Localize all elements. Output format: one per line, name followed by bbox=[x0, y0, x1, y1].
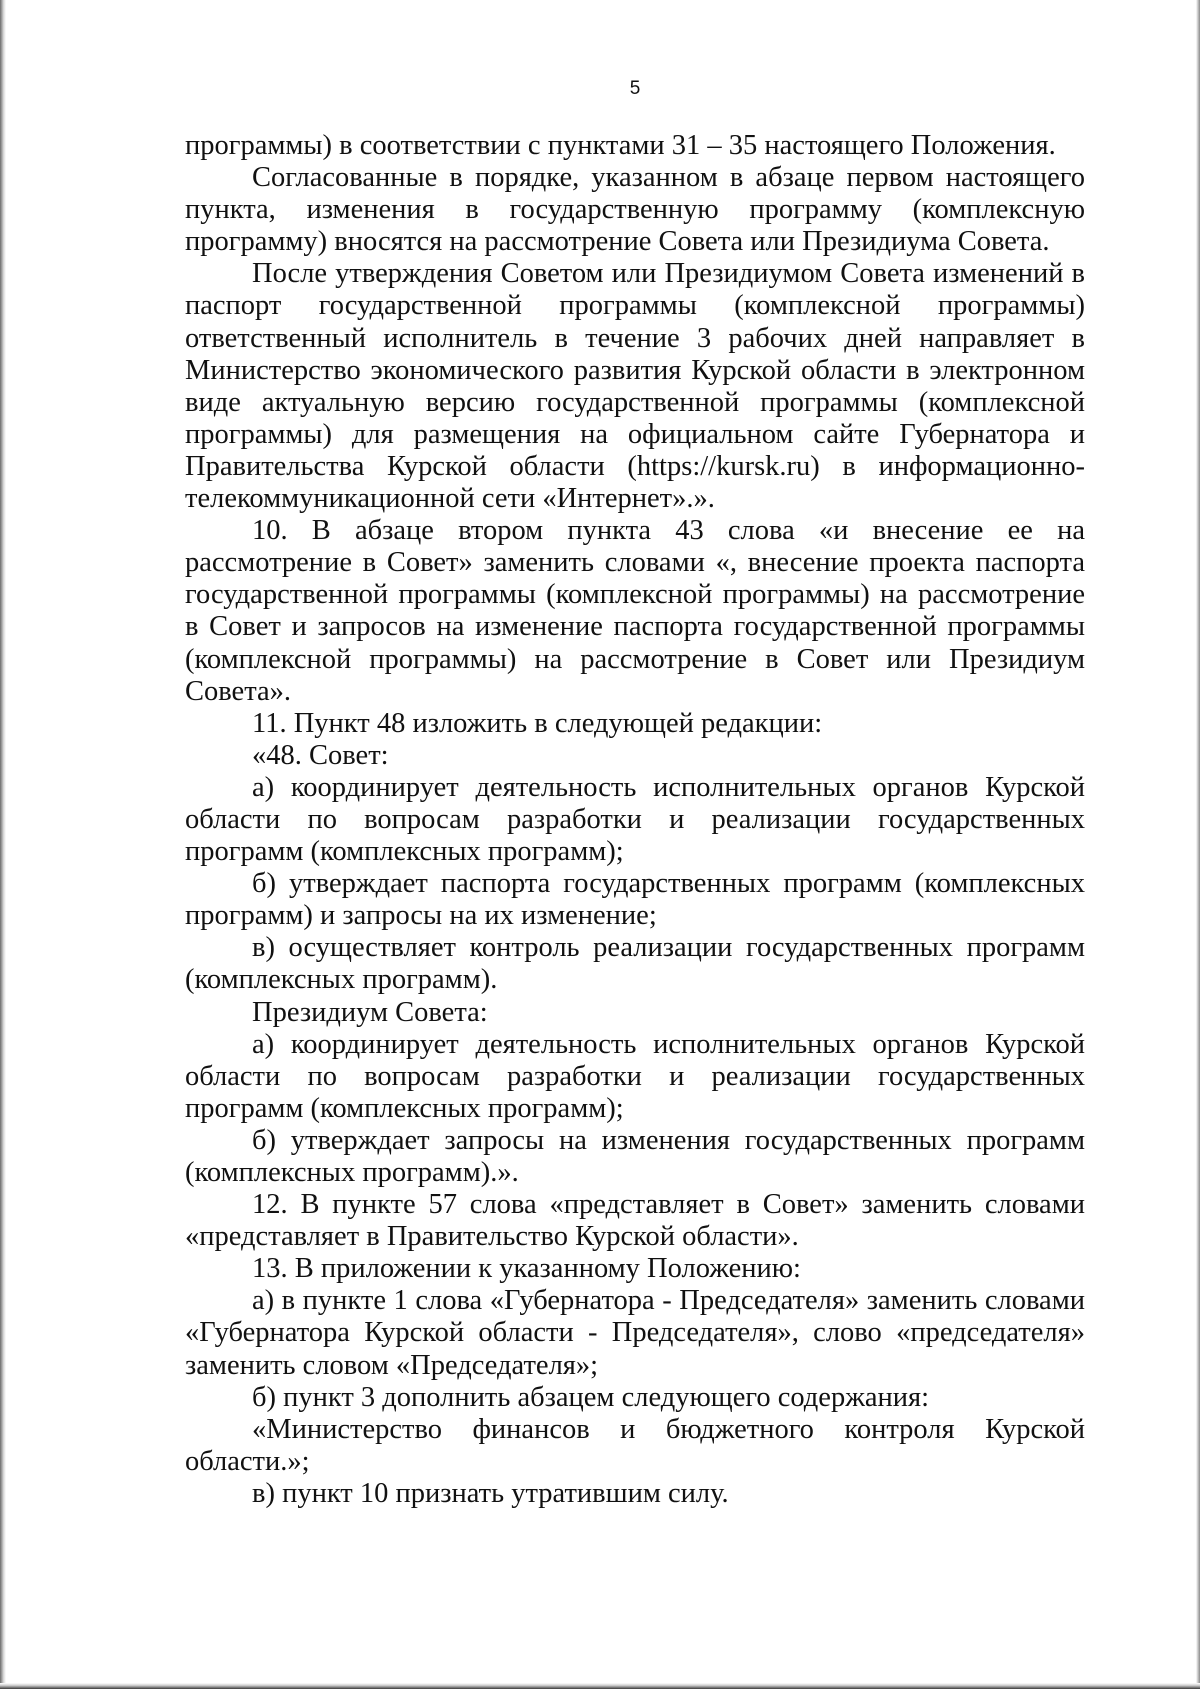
scan-edge-left bbox=[0, 0, 6, 1689]
scan-edge-bottom bbox=[0, 1683, 1200, 1689]
paragraph-subitem-v: в) осуществляет контроль реализации государственных программ (комплексных программ). bbox=[185, 932, 1085, 996]
paragraph-item-10: 10. В абзаце втором пункта 43 слова «и внесение ее на рассмотрение в Совет» заменить словами «, внесение проекта паспорта государственной программы (комплексной программы) на рассмотрение в Совет и запросов на изменение паспорта государственной программы (комплексной программы) на рассмотрение в Совет или Президиум Совета». bbox=[185, 515, 1085, 707]
paragraph-item-11: 11. Пункт 48 изложить в следующей редакции: bbox=[252, 707, 823, 739]
paragraph-item-13: 13. В приложении к указанному Положению: bbox=[252, 1253, 801, 1285]
paragraph-subitem-a: а) координирует деятельность исполнительных органов Курской области по вопросам разработки и реализации государственных программ (комплексных программ); bbox=[185, 1028, 1085, 1124]
document-body bbox=[185, 130, 1085, 1510]
paragraph-quoted-48: «48. Совет: bbox=[252, 739, 389, 771]
paragraph-subitem-v: в) пункт 10 признать утратившим силу. bbox=[252, 1477, 729, 1509]
scan-edge-right bbox=[1196, 0, 1200, 1689]
paragraph-subitem-b: б) утверждает паспорта государственных программ (комплексных программ) и запросы на их изменение; bbox=[185, 868, 1085, 932]
paragraph: Согласованные в порядке, указанном в абзаце первом настоящего пункта, изменения в государственную программу (комплексную программу) вносятся на рассмотрение Совета или Президиума Совета. bbox=[185, 162, 1085, 258]
paragraph-subitem-b: б) утверждает запросы на изменения государственных программ (комплексных программ).». bbox=[185, 1124, 1085, 1188]
paragraph-subitem-b: б) пункт 3 дополнить абзацем следующего содержания: bbox=[252, 1381, 930, 1413]
paragraph: После утверждения Советом или Президиумом Совета изменений в паспорт государственной программы (комплексной программы) ответственный исполнитель в течение 3 рабочих дней направляет в Министерство экономического развития Курской области в электронном виде актуальную версию государственной программы (комплексной программы) для размещения на официальном сайте Губернатора и Правительства Курской области (https://kursk.ru) в информационно-телекоммуникационной сети «Интернет».». bbox=[185, 258, 1085, 515]
paragraph-presidium-heading: Президиум Совета: bbox=[252, 996, 488, 1028]
paragraph-subitem-a: а) координирует деятельность исполнительных органов Курской области по вопросам разработки и реализации государственных программ (комплексных программ); bbox=[185, 771, 1085, 868]
paragraph-continuation: программы) в соответствии с пунктами 31 – 35 настоящего Положения. bbox=[185, 130, 1056, 161]
paragraph-subitem-a: а) в пункте 1 слова «Губернатора - Председателя» заменить словами «Губернатора Курской области - Председателя», слово «председателя» заменить словом «Председателя»; bbox=[185, 1285, 1085, 1381]
paragraph-quoted-ministry: «Министерство финансов и бюджетного контроля Курской области.»; bbox=[185, 1413, 1085, 1477]
page-number: 5 bbox=[629, 78, 641, 99]
paragraph-item-12: 12. В пункте 57 слова «представляет в Совет» заменить словами «представляет в Правительство Курской области». bbox=[185, 1189, 1085, 1253]
